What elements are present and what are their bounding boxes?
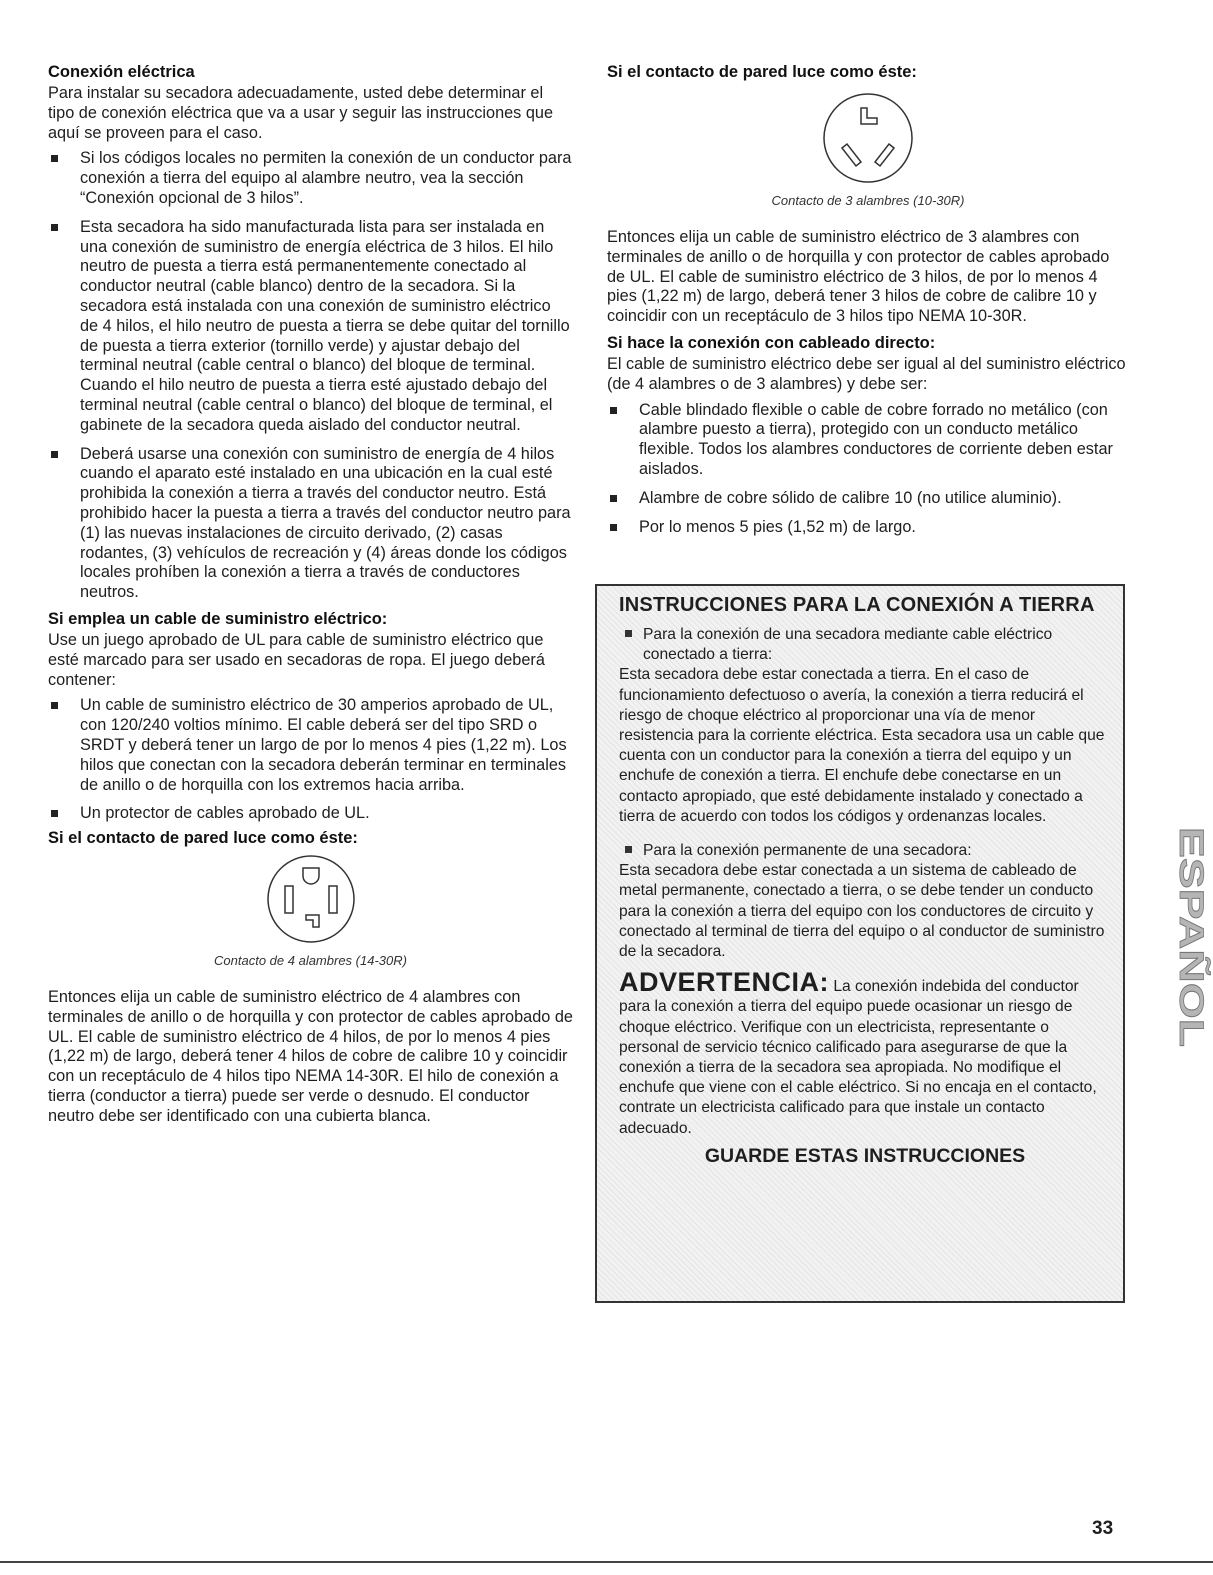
warning-paragraph [619,967,1111,1139]
requirements-list [48,149,573,603]
list-item: Por lo menos 5 pies (1,52 m) de largo. [607,518,1129,538]
list-item: Deberá usarse una conexión con suministro de energía de 4 hilos cuando el aparato esté instalado en una ubicación en la cual esté prohibida la conexión a tierra a través del conductor neutro. Está prohibido hacer la puesta a tierra a través del conductor neutro para (1) las nuevas instalaciones de circuito derivado, (2) casas rodantes, (3) vehículos de recreación y (4) áreas donde los códigos locales prohíben la conexión a tierra a través de conductores neutros. [48,445,573,603]
cord-bullet: Para la conexión de una secadora mediante cable eléctrico conectado a tierra: [619,625,1111,665]
left-column [48,62,573,1127]
bullet-icon [51,451,58,458]
permanent-grounding-text: Esta secadora debe estar conectada a un sistema de cableado de metal permanente, conectado a tierra, o se debe tender un conducto para la conexión a tierra del equipo con los conductores de circuito y conectado al terminal de tierra del equipo o al conductor de suministro de la secadora. [619,862,1105,961]
bottom-rule [0,1561,1213,1563]
outlet-3wire-icon [815,90,921,186]
list-item: Un protector de cables aprobado de UL. [48,804,573,824]
language-side-tab-label: ESPAÑOL [1172,827,1210,989]
warning-text: La conexión indebida del conductor para la conexión a tierra del equipo puede ocasionar un riesgo de choque eléctrico. Verifique con un electricista, representante o personal de servicio técnico calificado para asegurarse de que la conexión a tierra de la secadora sea apropiada. No modifique el enchufe que viene con el cable eléctrico. Si no encaja en el contacto, contrate un electricista calificado para que instale un contacto adecuado. [619,978,1097,1137]
bullet-icon [610,495,617,502]
warning-label: ADVERTENCIA: [619,967,830,998]
section-heading: Conexión eléctrica [48,63,195,81]
permanent-bullet: Para la conexión permanente de una secadora: [619,841,1111,861]
bullet-icon [610,524,617,531]
outlet-3wire-text: Entonces elija un cable de suministro eléctrico de 3 alambres con terminales de anillo o de horquilla y con protector de cables aprobado de UL. El cable de suministro eléctrico de 3 hilos, de por lo menos 4 pies (1,22 m) de largo, deberá tener 3 hilos de cobre de calibre 10 y coincidir con un receptáculo de 3 hilos tipo NEMA 10-30R. [607,228,1110,326]
list-item: Alambre de cobre sólido de calibre 10 (no utilice aluminio). [607,489,1129,509]
list-item: Si los códigos locales no permiten la conexión de un conductor para conexión a tierra del equipo al alambre neutro, vea la sección “Conexión opcional de 3 hilos”. [48,149,573,208]
outlet-heading-3wire: Si el contacto de pared luce como éste: [607,63,917,81]
bullet-icon [51,810,58,817]
grounding-instructions-box [595,584,1125,1303]
bullet-icon [610,407,617,414]
box-title: INSTRUCCIONES PARA LA CONEXIÓN A TIERRA [619,594,1095,616]
outlet-4wire-figure [48,850,573,951]
page-number: 33 [1092,1518,1114,1539]
list-item: Un cable de suministro eléctrico de 30 amperios aprobado de UL, con 120/240 voltios mínimo. El cable deberá ser del tipo SRD o SRDT y deberá tener un largo de por lo menos 4 pies (1,22 m). Los hilos que conectan con la secadora deberán terminar en terminales de anillo o de horquilla con los extremos hacia arriba. [48,696,573,795]
bullet-icon [51,702,58,709]
cord-heading: Si emplea un cable de suministro eléctrico: [48,609,388,628]
bullet-icon [51,224,58,231]
outlet-3wire-caption: Contacto de 3 alambres (10-30R) [771,193,965,208]
outlet-4wire-text: Entonces elija un cable de suministro eléctrico de 4 alambres con terminales de anillo o de horquilla y con protector de cables aprobado de UL. El cable de suministro eléctrico de 4 hilos, de por lo menos 4 pies (1,22 m) de largo, deberá tener 4 hilos de cobre de calibre 10 y coincidir con un receptáculo de 4 hilos tipo NEMA 14-30R. El hilo de conexión a tierra (conductor a tierra) puede ser verde o desnudo. El conductor neutro debe ser identificado con una cubierta blanca. [48,988,573,1125]
direct-wire-intro: El cable de suministro eléctrico debe ser igual al del suministro eléctrico (de 4 alambres o de 3 alambres) y debe ser: [607,354,1126,393]
cord-list [48,696,573,824]
language-side-tab [1148,825,1210,1050]
outlet-3wire-figure [607,90,1129,191]
intro-paragraph: Para instalar su secadora adecuadamente, usted debe determinar el tipo de conexión eléctrica que va a usar y seguir las instrucciones que aquí se proveen para el caso. [48,84,554,142]
direct-wire-list [607,401,1129,538]
bullet-icon [51,155,58,162]
save-instructions-label: GUARDE ESTAS INSTRUCCIONES [704,1144,1026,1167]
cord-intro: Use un juego aprobado de UL para cable de suministro eléctrico que esté marcado para ser usado en secadoras de ropa. El juego deberá contener: [48,630,545,689]
outlet-heading-4wire: Si el contacto de pared luce como éste: [48,829,358,848]
outlet-4wire-caption: Contacto de 4 alambres (14-30R) [214,953,407,969]
bullet-icon [625,630,632,637]
bullet-icon [625,846,632,853]
cord-grounding-text: Esta secadora debe estar conectada a tierra. En el caso de funcionamiento defectuoso o avería, la conexión a tierra reducirá el riesgo de choque eléctrico al proporcionar una vía de menor resistencia para la corriente eléctrica. Esta secadora usa un cable que cuenta con un conductor para la conexión a tierra del equipo y un enchufe de conexión a tierra. El enchufe debe conectarse en un contacto apropiado, que esté debidamente instalado y conectado a tierra de acuerdo con todos los códigos y ordenanzas locales. [619,666,1105,825]
list-item: Cable blindado flexible o cable de cobre forrado no metálico (con alambre puesto a tierra), protegido con un conducto metálico flexible. Todos los alambres conductores de corriente deben estar aislados. [607,401,1129,480]
outlet-4wire-icon [261,850,361,946]
right-column [607,62,1129,546]
direct-wire-heading: Si hace la conexión con cableado directo: [607,333,936,352]
list-item: Esta secadora ha sido manufacturada lista para ser instalada en una conexión de suministro de energía eléctrica de 3 hilos. El hilo neutro de puesta a tierra está permanentemente conectado al conductor neutral (cable blanco) dentro de la secadora. Si la secadora está instalada con una conexión de suministro eléctrico de 4 hilos, el hilo neutro de puesta a tierra se debe quitar del tornillo de puesta a tierra exterior (tornillo verde) y ajustar debajo del terminal neutral (cable central o blanco) del bloque de terminal. Cuando el hilo neutro de puesta a tierra esté ajustado debajo del terminal neutral (cable central o blanco) del bloque de terminal, el gabinete de la secadora queda aislado del conductor neutral. [48,218,573,436]
